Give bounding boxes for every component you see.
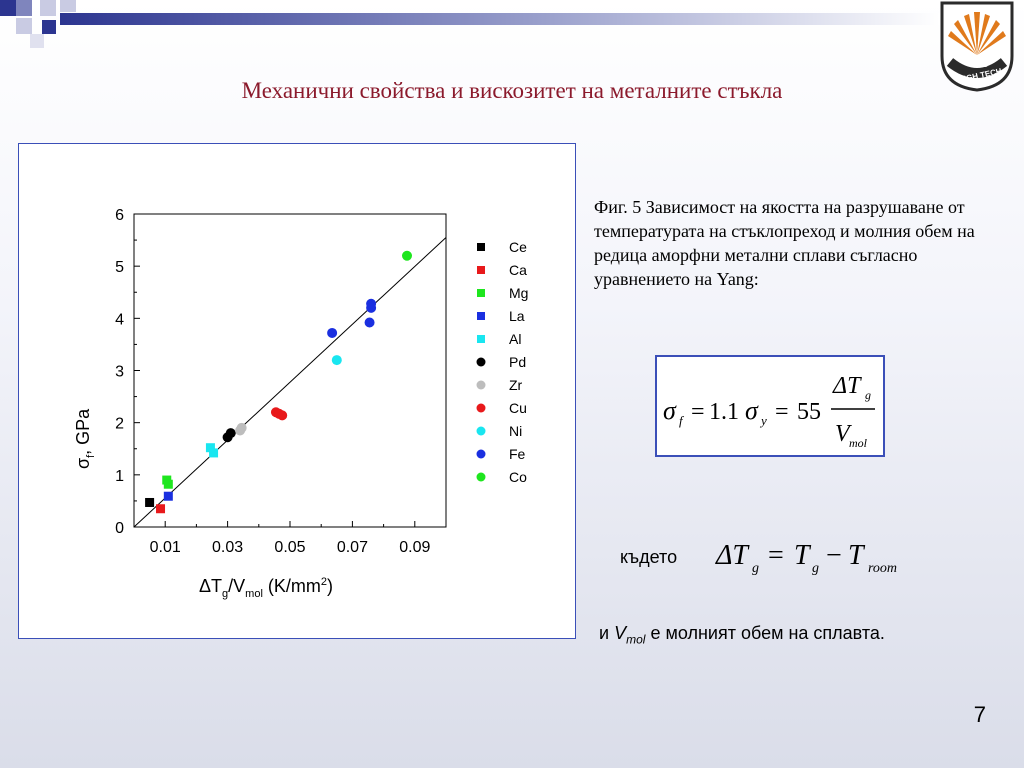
y-tick-label: 0 bbox=[115, 520, 124, 537]
data-point-fe bbox=[327, 328, 337, 338]
where-lhs-sub: g bbox=[752, 561, 759, 576]
y-tick-label: 2 bbox=[115, 415, 124, 433]
vmol-symbol: V bbox=[614, 623, 627, 643]
y-tick-label: 5 bbox=[115, 259, 124, 277]
vmol-description bbox=[594, 620, 894, 653]
page-number: 7 bbox=[973, 702, 986, 727]
data-point-fe bbox=[366, 299, 376, 309]
logo-text-hightech: HIGH TECH bbox=[957, 66, 1003, 85]
legend-label-ce: Ce bbox=[509, 239, 527, 255]
legend-marker-mg bbox=[477, 289, 485, 297]
data-point-la bbox=[164, 492, 173, 501]
legend-label-la: La bbox=[509, 308, 525, 324]
eq-sub-f: f bbox=[679, 413, 683, 428]
data-point-co bbox=[402, 251, 412, 261]
legend-marker-cu bbox=[477, 404, 486, 413]
data-point-al bbox=[209, 448, 218, 457]
eq-sub-y: y bbox=[761, 413, 767, 428]
where-lhs: ΔT bbox=[716, 540, 749, 571]
eq-sub-mol: mol bbox=[849, 436, 867, 450]
plot-border bbox=[134, 214, 446, 527]
figure-caption: Фиг. 5 Зависимост на якостта на разрушаване от температурата на стъклопреход и молния обем на редица аморфни метални сплави съгласно уравнението на Yang: bbox=[594, 197, 975, 289]
eq-delta-t: ΔT bbox=[833, 373, 861, 399]
eq-equals-2: = bbox=[775, 399, 789, 425]
yang-equation-box bbox=[655, 355, 885, 457]
legend-marker-co bbox=[477, 473, 486, 482]
scatter-chart bbox=[19, 144, 575, 638]
legend-label-pd: Pd bbox=[509, 354, 527, 370]
chart-frame bbox=[18, 143, 576, 639]
slide-title: Механични свойства и вискозитет на металните стъкла bbox=[241, 78, 783, 103]
eq-sub-g: g bbox=[865, 388, 871, 402]
where-t2-sub: room bbox=[868, 561, 898, 576]
eq-coef-2: 55 bbox=[797, 399, 821, 425]
y-tick-label: 4 bbox=[115, 311, 124, 329]
where-minus: − bbox=[826, 540, 842, 571]
delta-tg-equation bbox=[712, 528, 932, 588]
x-tick-label: 0.03 bbox=[212, 539, 244, 556]
y-tick-label: 1 bbox=[115, 467, 124, 485]
data-point-zr bbox=[237, 423, 247, 433]
x-tick-label: 0.05 bbox=[274, 539, 306, 556]
legend-marker-fe bbox=[477, 450, 486, 459]
legend-label-fe: Fe bbox=[509, 446, 526, 462]
yang-equation bbox=[657, 357, 883, 455]
x-tick-label: 0.09 bbox=[399, 539, 431, 556]
eq-equals-1: = bbox=[691, 399, 705, 425]
legend-marker-ni bbox=[477, 427, 486, 436]
where-t1: T bbox=[794, 540, 810, 571]
y-tick-label: 6 bbox=[115, 207, 124, 224]
legend-marker-ca bbox=[477, 266, 485, 274]
legend-marker-pd bbox=[477, 358, 486, 367]
y-tick-label: 3 bbox=[115, 363, 124, 381]
legend-label-cu: Cu bbox=[509, 400, 527, 416]
data-point-mg bbox=[164, 480, 173, 489]
where-equals: = bbox=[768, 540, 784, 571]
legend-marker-zr bbox=[477, 381, 486, 390]
x-tick-label: 0.07 bbox=[336, 539, 368, 556]
data-point-ce bbox=[145, 498, 154, 507]
eq-sigma-y: σ bbox=[745, 396, 758, 425]
data-point-ca bbox=[156, 504, 165, 513]
x-axis-label: $\Delta T_g/V_{mol}$ $(K/mm^2)$ bbox=[199, 576, 334, 600]
data-point-cu bbox=[277, 410, 287, 420]
eq-sigma-f: σ bbox=[663, 396, 676, 425]
legend-label-ni: Ni bbox=[509, 423, 523, 439]
legend-marker-al bbox=[477, 335, 485, 343]
data-point-fe bbox=[365, 318, 375, 328]
data-point-pd bbox=[226, 428, 236, 438]
where-label: където bbox=[620, 547, 678, 567]
legend-label-al: Al bbox=[509, 331, 522, 347]
legend-label-zr: Zr bbox=[509, 377, 523, 393]
vmol-prefix: и bbox=[599, 623, 610, 643]
vmol-rest: е молният обем на сплавта. bbox=[650, 623, 885, 643]
logo-text-ims: IMS bbox=[971, 59, 988, 69]
fit-line bbox=[134, 237, 446, 527]
where-t1-sub: g bbox=[812, 561, 819, 576]
legend-marker-ce bbox=[477, 243, 485, 251]
x-tick-label: 0.01 bbox=[149, 539, 181, 556]
legend-label-mg: Mg bbox=[509, 285, 529, 301]
legend-label-ca: Ca bbox=[509, 262, 527, 278]
vmol-subscript: mol bbox=[626, 632, 646, 647]
where-t2: T bbox=[848, 540, 864, 571]
data-point-ni bbox=[332, 355, 342, 365]
header-decoration bbox=[0, 0, 1024, 50]
eq-v: V bbox=[835, 421, 850, 447]
legend-marker-la bbox=[477, 312, 485, 320]
eq-coef-1: 1.1 bbox=[709, 399, 739, 425]
y-axis-label: $\sigma_f$, GPa bbox=[73, 408, 97, 469]
legend-label-co: Co bbox=[509, 469, 527, 485]
